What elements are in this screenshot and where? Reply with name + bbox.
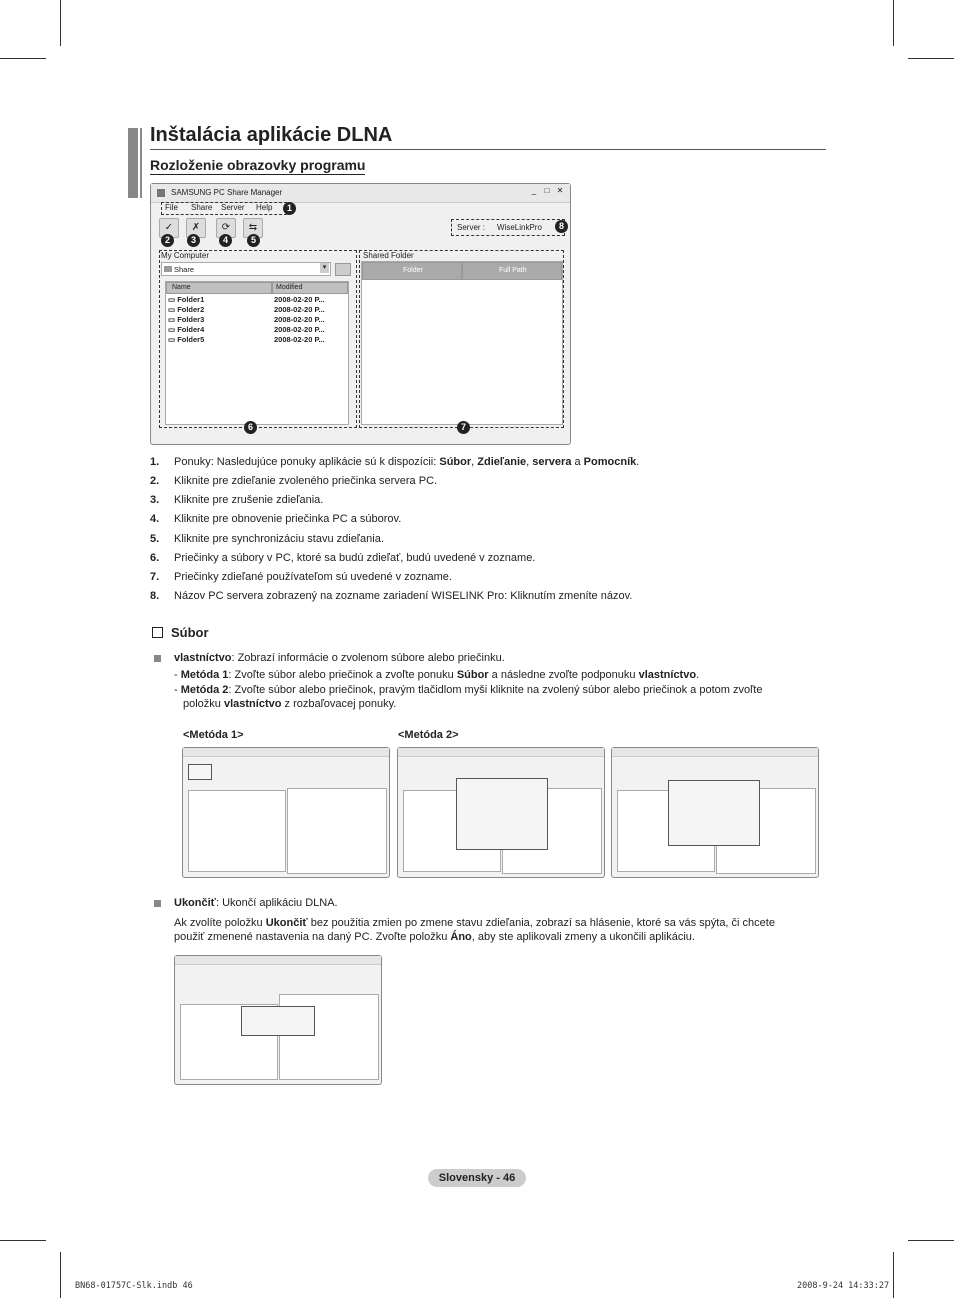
list-number: 5.	[150, 533, 160, 545]
title-accent-bar	[128, 128, 138, 198]
maximize-icon: □	[544, 186, 550, 195]
method-2-label: <Metóda 2>	[398, 729, 459, 741]
text: : Zobrazí informácie o zvolenom súbore alebo priečinku.	[231, 652, 505, 664]
folder-icon: ▭	[168, 315, 176, 324]
list-text: Kliknite pre zrušenie zdieľania.	[174, 494, 324, 506]
crop-mark	[908, 1240, 954, 1241]
window-titlebar	[175, 956, 381, 965]
bold-term: Zdieľanie	[477, 456, 527, 468]
my-computer-label: My Computer	[161, 251, 210, 260]
app-icon	[156, 188, 166, 198]
text: z rozbaľovacej ponuky.	[281, 698, 397, 710]
callout-6: 6	[244, 421, 257, 434]
folder-name: Folder4	[177, 325, 205, 334]
title-rule	[150, 149, 826, 150]
exit-screenshot	[174, 955, 382, 1085]
title-accent-bar	[140, 128, 142, 198]
text: a následne zvoľte podponuku	[488, 669, 639, 681]
text: a	[571, 456, 584, 468]
menu-help: Help	[256, 203, 273, 212]
close-icon: ✕	[556, 186, 564, 195]
col-fullpath	[462, 262, 562, 280]
bold-term: Ukončiť	[174, 897, 216, 909]
text: .	[696, 669, 700, 681]
exit-paragraph	[174, 916, 775, 930]
folder-name: Folder1	[177, 295, 205, 304]
chevron-down-icon: ▾	[320, 263, 329, 273]
text: Ak zvolíte položku	[174, 917, 266, 929]
col-name	[166, 282, 272, 294]
window-titlebar	[183, 748, 389, 757]
text: : Ukončí aplikáciu DLNA.	[215, 897, 338, 909]
callout-4: 4	[219, 234, 232, 247]
bold-term: servera	[532, 456, 572, 468]
text: ,	[526, 456, 533, 468]
square-bullet-icon	[154, 900, 161, 907]
text: , aby ste aplikovali zmeny a ukončili aplikáciu.	[471, 931, 695, 943]
col-folder-label: Folder	[403, 267, 423, 274]
text: .	[636, 456, 640, 468]
section-title: Súbor	[171, 625, 209, 640]
square-bullet-icon	[154, 655, 161, 662]
method-2-screenshot	[397, 747, 605, 878]
folder-modified: 2008-02-20 P...	[274, 315, 325, 324]
list-item	[168, 295, 204, 304]
property-desc	[174, 651, 505, 665]
window-titlebar	[398, 748, 604, 757]
text: Ponuky: Nasledujúce ponuky aplikácie sú k dispozícii:	[174, 456, 440, 468]
bold-term: Metóda 1	[180, 669, 229, 681]
footer-file: BN68-01757C-Slk.indb 46	[75, 1281, 193, 1291]
list-item	[168, 325, 204, 334]
property-dialog	[456, 778, 548, 850]
menu-server: Server	[221, 203, 245, 212]
bold-term: Súbor	[456, 669, 489, 681]
property-dialog	[668, 780, 760, 846]
callout-8: 8	[555, 220, 568, 233]
page-number: Slovensky - 46	[428, 1169, 526, 1187]
method-2-screenshot-b	[611, 747, 819, 878]
folder-name: Folder3	[177, 315, 205, 324]
refresh-toolbar-icon: ⟳	[216, 218, 236, 238]
minimize-icon: _	[531, 186, 537, 195]
text: : Zvoľte súbor alebo priečinok, pravým tlačidlom myši kliknite na zvolený súbor alebo priečinok a potom zvoľte	[228, 684, 763, 696]
app-screenshot	[150, 183, 571, 445]
text: : Zvoľte súbor alebo priečinok a zvoľte ponuku	[228, 669, 457, 681]
list-number: 3.	[150, 494, 160, 506]
list-number: 8.	[150, 590, 160, 602]
col-fullpath-label: Full Path	[499, 267, 527, 274]
list-item	[168, 335, 204, 344]
col-modified	[272, 282, 348, 294]
folder-modified: 2008-02-20 P...	[274, 335, 325, 344]
crop-mark	[60, 1252, 61, 1298]
server-name: WiseLinkPro	[497, 223, 542, 232]
bold-term: vlastníctvo	[223, 698, 282, 710]
bold-term: Áno	[450, 931, 472, 943]
share-dropdown-value: Share	[174, 265, 195, 274]
list-text	[174, 456, 639, 468]
list-text: Priečinky zdieľané používateľom sú uvedené v zozname.	[174, 571, 452, 583]
shared-folder-label: Shared Folder	[363, 251, 414, 260]
shared-list	[361, 261, 563, 425]
unshare-toolbar-icon: ✗	[186, 218, 206, 238]
file-menu-popup	[188, 764, 212, 780]
list-text: Kliknite pre zdieľanie zvoleného priečinka servera PC.	[174, 475, 438, 487]
list-number: 7.	[150, 571, 160, 583]
bold-term: vlastníctvo	[638, 669, 697, 681]
window-title: SAMSUNG PC Share Manager	[171, 188, 283, 197]
folder-modified: 2008-02-20 P...	[274, 295, 325, 304]
folder-modified: 2008-02-20 P...	[274, 325, 325, 334]
callout-2: 2	[161, 234, 174, 247]
exit-desc	[174, 896, 338, 910]
folder-icon: ▭	[168, 305, 176, 314]
menu-file: File	[165, 203, 178, 212]
server-label: Server :	[457, 223, 486, 232]
folder-icon: ▭	[168, 325, 176, 334]
sync-toolbar-icon: ⇆	[243, 218, 263, 238]
callout-7: 7	[457, 421, 470, 434]
folder-icon	[164, 265, 172, 272]
text: položku	[183, 698, 224, 710]
list-number: 1.	[150, 456, 160, 468]
exit-paragraph-cont	[174, 930, 695, 944]
bold-term: Pomocník	[583, 456, 637, 468]
shared-list	[287, 788, 387, 874]
col-name-label: Name	[172, 284, 191, 291]
folder-modified: 2008-02-20 P...	[274, 305, 325, 314]
window-titlebar	[151, 184, 570, 203]
share-dropdown	[161, 262, 331, 276]
menu-share: Share	[191, 203, 213, 212]
callout-3: 3	[187, 234, 200, 247]
crop-mark	[893, 0, 894, 46]
crop-mark	[0, 58, 46, 59]
file-list	[188, 790, 286, 872]
window-titlebar	[612, 748, 818, 757]
bold-term: vlastníctvo	[174, 652, 232, 664]
col-folder	[362, 262, 462, 280]
list-text: Priečinky a súbory v PC, ktoré sa budú zdieľať, budú uvedené v zozname.	[174, 552, 536, 564]
list-text: Kliknite pre synchronizáciu stavu zdieľania.	[174, 533, 384, 545]
callout-5: 5	[247, 234, 260, 247]
folder-name: Folder5	[177, 335, 205, 344]
section-heading	[152, 625, 209, 640]
text: bez použitia zmien po zmene stavu zdieľania, zobrazí sa hlásenie, ktoré sa vás spýta, či chcete	[307, 917, 775, 929]
footer-date: 2008-9-24 14:33:27	[797, 1281, 890, 1291]
list-item	[168, 305, 204, 314]
list-text: Názov PC servera zobrazený na zozname zariadení WISELINK Pro: Kliknutím zmeníte názov.	[174, 590, 633, 602]
method-2-desc: - Metóda 2: Zvoľte súbor alebo priečinok, pravým tlačidlom myši kliknite na zvolený súbor alebo priečinok a potom zvoľte	[174, 684, 763, 696]
list-text: Kliknite pre obnovenie priečinka PC a súborov.	[174, 513, 402, 525]
crop-mark	[908, 58, 954, 59]
up-folder-icon	[335, 263, 351, 276]
file-list	[165, 281, 349, 425]
folder-icon: ▭	[168, 295, 176, 304]
method-1-desc: - Metóda 1: Zvoľte súbor alebo priečinok a zvoľte ponuku Súbor a následne zvoľte podponuku vlastníctvo.	[174, 669, 700, 681]
folder-name: Folder2	[177, 305, 205, 314]
list-number: 4.	[150, 513, 160, 525]
text: ,	[471, 456, 478, 468]
crop-mark	[893, 1252, 894, 1298]
crop-mark	[0, 1240, 46, 1241]
bold-term: Metóda 2	[180, 684, 229, 696]
share-toolbar-icon: ✓	[159, 218, 179, 238]
text: použiť zmenené nastavenia na daný PC. Zvoľte položku	[174, 931, 451, 943]
method-1-screenshot	[182, 747, 390, 878]
checkbox-icon	[152, 627, 163, 638]
section-subtitle: Rozloženie obrazovky programu	[150, 157, 366, 173]
list-number: 6.	[150, 552, 160, 564]
col-modified-label: Modified	[276, 284, 303, 291]
exit-dialog	[241, 1006, 315, 1036]
bold-term: Súbor	[439, 456, 472, 468]
method-2-desc-cont	[183, 697, 396, 711]
folder-icon: ▭	[168, 335, 176, 344]
list-number: 2.	[150, 475, 160, 487]
crop-mark	[60, 0, 61, 46]
callout-1: 1	[283, 202, 296, 215]
page-title: Inštalácia aplikácie DLNA	[150, 124, 393, 146]
bold-term: Ukončiť	[265, 917, 308, 929]
list-item	[168, 315, 204, 324]
method-1-label: <Metóda 1>	[183, 729, 244, 741]
callout-frame-menu	[161, 202, 287, 215]
